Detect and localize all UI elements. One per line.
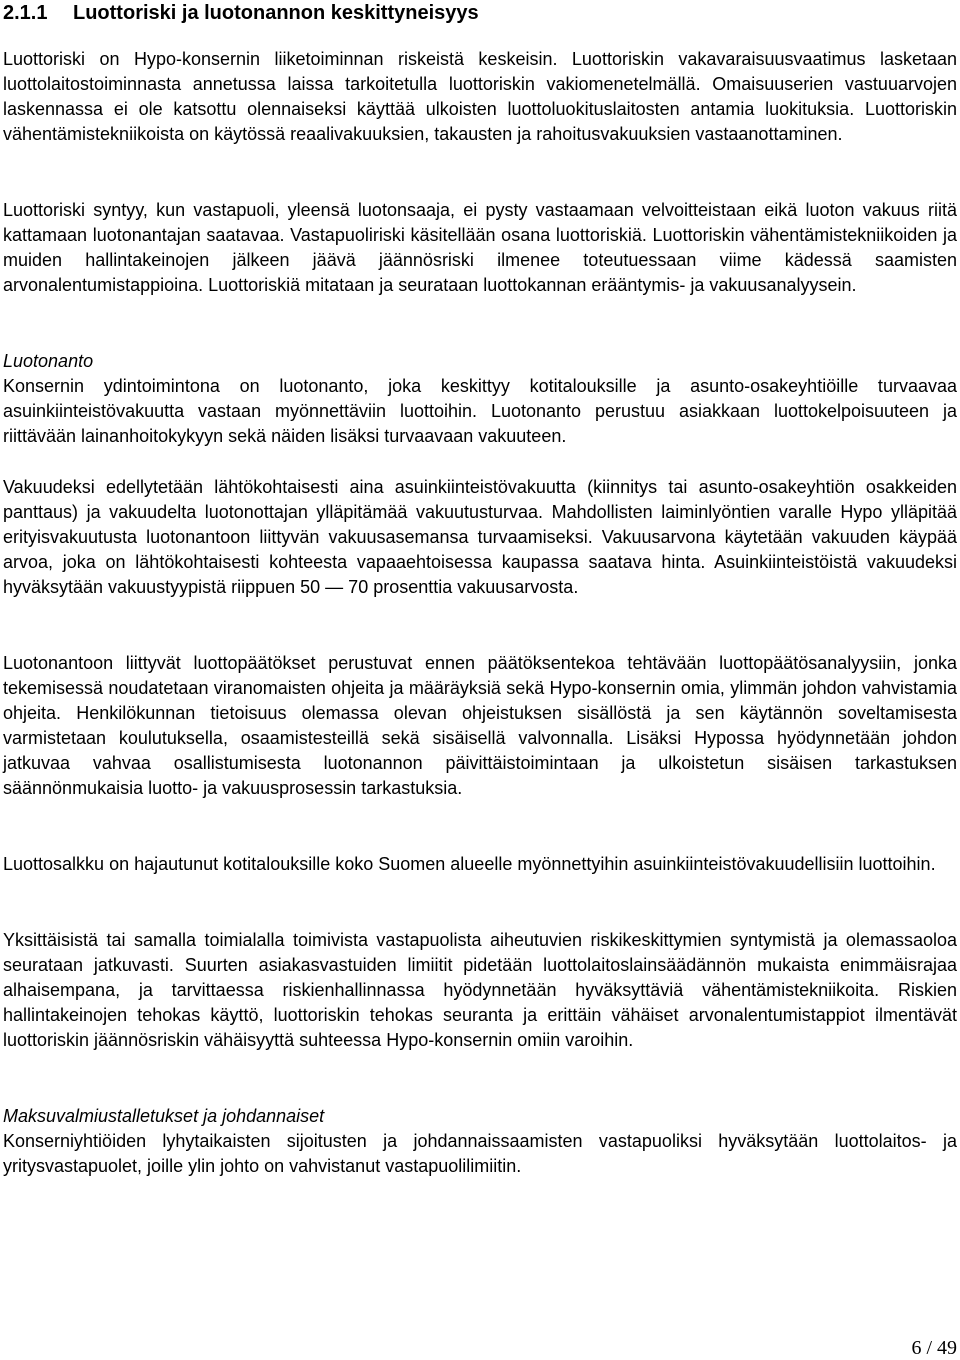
section-heading (3, 0, 479, 26)
paragraph-collateral: Vakuudeksi edellytetään lähtökohtaisesti aina asuinkiinteistövakuutta (kiinnitys tai asunto-osakeyhtiön osakkeiden panttaus) ja vakuudelta luotonottajan ylläpitämää vakuutusturvaa. Mahdollisten laiminlyöntien varalle Hypo ylläpitää erityisvakuutusta luotonantoon liittyvän vakuusasemansa turvaamiseksi. Vakuusarvona käytetään vakuuden käypää arvoa, joka on lähtökohtaisesti kohteesta vapaaehtoisessa kaupassa saatava hinta. Asuinkiinteistöistä vakuudeksi hyväksytään vakuustyypistä riippuen 50 — 70 prosenttia vakuusarvosta. (3, 477, 957, 597)
section-luotonanto (3, 349, 957, 449)
paragraph-concentration-risk: Yksittäisistä tai samalla toimialalla toimivista vastapuolista aiheutuvien riskikeskittymien syntymistä ja olemassaoloa seurataan jatkuvasti. Suurten asiakasvastuiden limiitit pidetään luottolaitoslainsäädännön mukaista enimmäisrajaa alhaisempana, ja tarvittaessa riskienhallinnassa hyödynnetään hyväksyttäviä vähentämistekniikoita. Riskien hallintakeinojen tehokas käyttö, luottoriskin tehokas seuranta ja erittäin vähäiset arvonalentumistappiot ilmentävät luottoriskin jäännösriskin vähäisyyttä suhteessa Hypo-konsernin omiin varoihin. (3, 930, 957, 1050)
subheading-luotonanto: Luotonanto (3, 351, 94, 371)
section-derivatives (3, 1104, 957, 1179)
section-title: Luottoriski ja luotonannon keskittyneisyys (73, 2, 479, 24)
paragraph-credit-risk-origin: Luottoriski syntyy, kun vastapuoli, yleensä luotonsaaja, ei pysty vastaamaan velvoitteistaan eikä luoton vakuus riitä kattamaan luotonantajan saatavaa. Vastapuoliriski käsitellään osana luottoriskiä. Luottoriskin vähentämistekniikoiden ja muiden hallintakeinojen jälkeen jäävä jäännösriski ilmenee toteutuessaan viime kädessä saamisten arvonalentumistappioina. Luottoriskiä mitataan ja seurataan luottokannan erääntymis- ja vakuusanalyysein. (3, 200, 957, 295)
page-number: 6 / 49 (911, 1337, 957, 1359)
paragraph-portfolio-diversification: Luottosalkku on hajautunut kotitalouksille koko Suomen alueelle myönnettyihin asuinkiinteistövakuudellisiin luottoihin. (3, 854, 936, 874)
paragraph-credit-risk-intro: Luottoriski on Hypo-konsernin liiketoiminnan riskeistä keskeisin. Luottoriskin vakavaraisuusvaatimus lasketaan luottolaitostoiminnasta annetussa laissa tarkoitetulla luottoriskin vakiomenetelmällä. Omaisuuserien vastuuarvojen laskennassa ei ole katsottu olennaiseksi käyttää ulkoisten luottoluokituslaitosten antamia luokituksia. Luottoriskin vähentämistekniikoista on käytössä reaalivakuuksien, takausten ja rahoitusvakuuksien vastaanottaminen. (3, 49, 957, 144)
paragraph-lending-core: Konsernin ydintoimintona on luotonanto, joka keskittyy kotitalouksille ja asunto-osakeyhtiöille turvaavaa asuinkiinteistövakuutta vastaan myönnettäviin luottoihin. Luotonanto perustuu asiakkaan luottokelpoisuuteen ja riittävään lainanhoitokykyyn sekä näiden lisäksi turvaavaan vakuuteen. (3, 376, 957, 446)
paragraph-credit-decisions: Luotonantoon liittyvät luottopäätökset perustuvat ennen päätöksentekoa tehtävään luottopäätösanalyysiin, jonka tekemisessä noudatetaan viranomaisten ohjeita ja määräyksiä sekä Hypo-konsernin omia, ylimmän johdon vahvistamia ohjeita. Henkilökunnan tietoisuus olemassa olevan ohjeistuksen sisällöstä ja sen käytännön soveltamisesta varmistetaan koulutuksella, osaamistesteillä sekä sisäisellä valvonnalla. Lisäksi Hypossa hyödynnetään johdon jatkuvaa vahvaa osallistumisesta luotonannon päivittäistoimintaan ja ulkoistetun sisäisen tarkastuksen säännönmukaisia luotto- ja vakuusprosessin tarkastuksia. (3, 653, 957, 798)
section-number: 2.1.1 (3, 2, 48, 24)
paragraph-counterparties: Konserniyhtiöiden lyhytaikaisten sijoitusten ja johdannaissaamisten vastapuoliksi hyväksytään luottolaitos- ja yritysvastapuolet, joille ylin johto on vahvistanut vastapuolilimiitin. (3, 1131, 957, 1176)
subheading-derivatives: Maksuvalmiustalletukset ja johdannaiset (3, 1106, 325, 1126)
